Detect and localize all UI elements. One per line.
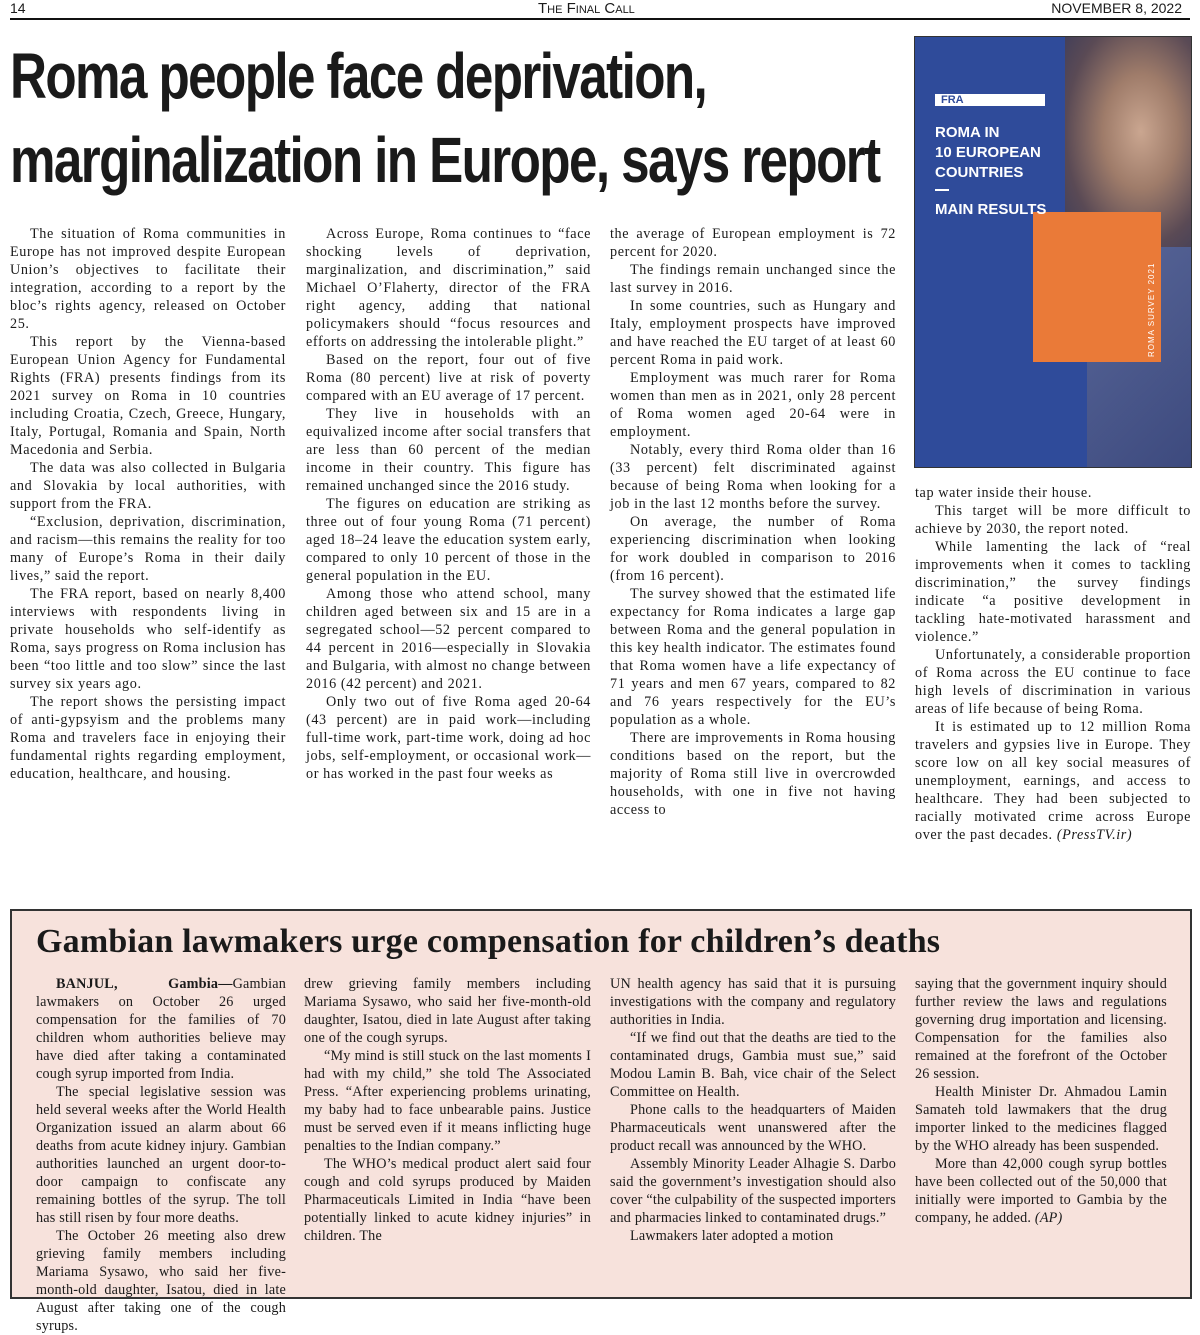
cover-title-line: ROMA IN: [935, 124, 1000, 141]
paragraph: The FRA report, based on nearly 8,400 interviews with respondents living in private households who self-identify as Roma, says progress on Roma inclusion has been “too little and too slow” since the last survey six years ago.: [10, 586, 286, 692]
paragraph: Phone calls to the headquarters of Maiden Pharmaceuticals went unanswered after the product recall was announced by the WHO.: [610, 1102, 896, 1154]
report-cover-image: [914, 36, 1192, 468]
fra-logo: FRA: [935, 94, 1045, 106]
paragraph: [915, 718, 1191, 844]
dateline: BANJUL, Gambia—: [56, 976, 233, 992]
headline-line-2: marginalization in Europe, says report: [10, 124, 880, 196]
article2-column-1: [36, 975, 286, 1334]
paragraph: They live in households with an equivalized income after social transfers that are less than 60 percent of the median income in their country. This figure has remained unchanged since the 2016 study.: [306, 406, 591, 494]
article2-column-2: [304, 975, 591, 1245]
article1-headline: [10, 34, 880, 202]
paragraph: tap water inside their house.: [915, 485, 1092, 501]
publication-name: The Final Call: [538, 0, 635, 17]
article1-credit: (PressTV.ir): [1056, 827, 1133, 843]
cover-title-line: 10 EUROPEAN: [935, 144, 1041, 161]
paragraph: Unfortunately, a considerable proportion of Roma across the EU continue to face high levels of discrimination in various areas of life because of being Roma.: [915, 647, 1191, 717]
paragraph-text: More than 42,000 cough syrup bottles have been collected out of the 50,000 that initially were imported to Gambia by the company, he added.: [915, 1156, 1167, 1226]
paragraph: On average, the number of Roma experiencing discrimination when looking for work doubled in comparison to 2016 (from 16 percent).: [610, 514, 896, 584]
paragraph: Notably, every third Roma older than 16 (33 percent) felt discriminated against because of being Roma when looking for a job in the last 12 months before the survey.: [610, 442, 896, 512]
article1-column-2: [306, 225, 591, 783]
article1-column-1: [10, 225, 286, 783]
paragraph: drew grieving family members including Mariama Sysawo, who said her five-month-old daughter, Isatou, died in late August after taking one of the cough syrups.: [304, 976, 591, 1046]
paragraph: “Exclusion, deprivation, discrimination, and racism—this remains the reality for too many of Europe’s Roma in their daily lives,” said the report.: [10, 514, 286, 584]
paragraph: The WHO’s medical product alert said four cough and cold syrups produced by Maiden Pharmaceuticals Limited in India “have been potentially linked to acute kidney injuries” in children. The: [304, 1156, 591, 1244]
paragraph: “If we find out that the deaths are tied to the contaminated drugs, Gambia must sue,” said Modou Lamin B. Bah, vice chair of the Select Committee on Health.: [610, 1030, 896, 1100]
cover-dash: [935, 189, 949, 191]
header-rule: [10, 18, 1190, 20]
paragraph-text: Gambian lawmakers on October 26 urged compensation for the families of 70 children whom authorities believe may have died after taking a contaminated cough syrup imported from India.: [36, 976, 286, 1082]
page-number: 14: [10, 0, 26, 16]
paragraph: The figures on education are striking as three out of four young Roma (71 percent) aged 18–24 leave the education system early, compared to only 10 percent of those in the general population in the EU.: [306, 496, 591, 584]
paragraph: The findings remain unchanged since the last survey in 2016.: [610, 262, 896, 296]
paragraph: This target will be more difficult to achieve by 2030, the report noted.: [915, 503, 1191, 537]
paragraph: There are improvements in Roma housing conditions based on the report, but the majority of Roma still live in overcrowded households, with one in five not having access to: [610, 730, 896, 818]
cover-title-line: COUNTRIES: [935, 164, 1024, 181]
paragraph: The report shows the persisting impact of anti-gypsyism and the problems many Roma and travelers face in enjoying their fundamental rights regarding employment, education, healthcare, and housing.: [10, 694, 286, 782]
article2-headline: Gambian lawmakers urge compensation for children’s deaths: [36, 923, 941, 960]
article2-credit: (AP): [1034, 1210, 1063, 1226]
headline-line-1: Roma people face deprivation,: [10, 40, 707, 112]
paragraph: The October 26 meeting also drew grieving family members including Mariama Sysawo, who said her five-month-old daughter, Isatou, died in late August after taking one of the cough syrups.: [36, 1228, 286, 1334]
paragraph: UN health agency has said that it is pursuing investigations with the company and regulatory authorities in India.: [610, 976, 896, 1028]
page-header: [10, 0, 1190, 18]
issue-date: NOVEMBER 8, 2022: [1051, 0, 1182, 16]
article2-column-3: [610, 975, 896, 1245]
cover-vertical-label: ROMA SURVEY 2021: [1147, 262, 1156, 357]
paragraph: Across Europe, Roma continues to “face shocking levels of deprivation, marginalization, and discrimination,” said Michael O’Flaherty, director of the FRA right agency, adding that national policymakers should “focus resources and efforts on addressing the intolerable plight.”: [306, 226, 591, 350]
paragraph: saying that the government inquiry should further review the laws and regulations governing drug importation and licensing. Compensation for the families also remained at the forefront of the October 26 session.: [915, 976, 1167, 1082]
paragraph: Based on the report, four out of five Roma (80 percent) live at risk of poverty compared with an EU average of 17 percent.: [306, 352, 591, 404]
article2-column-4: [915, 975, 1167, 1227]
paragraph: [915, 1155, 1167, 1227]
paragraph: Only two out of five Roma aged 20-64 (43 percent) are in paid work—including full-time work, part-time work, doing ad hoc jobs, self-employment, or occasional work—or has worked in the past four weeks as: [306, 694, 591, 782]
paragraph: the average of European employment is 72 percent for 2020.: [610, 226, 896, 260]
paragraph-text: It is estimated up to 12 million Roma travelers and gypsies live in Europe. They score low on all key social measures of unemployment, earnings, and access to healthcare. They had been subjected to racially motivated crime across Europe over the past decades.: [915, 719, 1191, 843]
article1-column-4: [915, 484, 1191, 844]
article2-box: [10, 909, 1192, 1334]
paragraph: Health Minister Dr. Ahmadou Lamin Samateh told lawmakers that the drug importer linked to the medicines flagged by the WHO already has been suspended.: [915, 1084, 1167, 1154]
paragraph: In some countries, such as Hungary and Italy, employment prospects have improved and have reached the EU target of at least 60 percent Roma in paid work.: [610, 298, 896, 368]
paragraph: The situation of Roma communities in Europe has not improved despite European Union’s objectives to facilitate their integration, according to a report by the bloc’s rights agency, released on October 25.: [10, 226, 286, 332]
paragraph: This report by the Vienna-based European Union Agency for Fundamental Rights (FRA) presents findings from its 2021 survey on Roma in 10 countries including Croatia, Czech, Greece, Hungary, Italy, Portugal, Romania and Spain, North Macedonia and Serbia.: [10, 334, 286, 458]
paragraph: [36, 975, 286, 1083]
paragraph: Assembly Minority Leader Alhagie S. Darbo said the government’s investigation should also cover “the culpability of the suspected importers and pharmacies linked to contaminated drugs.”: [610, 1156, 896, 1226]
paragraph: Among those who attend school, many children aged between six and 15 are in a segregated school—52 percent compared to 44 percent in 2016—especially in Slovakia and Bulgaria, with almost no change between 2016 (42 percent) and 2021.: [306, 586, 591, 692]
cover-title: [935, 123, 1041, 183]
paragraph: Employment was much rarer for Roma women than men as in 2021, only 28 percent of Roma women aged 20-64 were in employment.: [610, 370, 896, 440]
paragraph: The survey showed that the estimated life expectancy for Roma indicates a large gap between Roma and the general population in this key health indicator. The estimates found that Roma women have a life expectancy of 71 years and men 67 years, compared to 82 and 76 years respectively for the EU’s population as a whole.: [610, 586, 896, 728]
paragraph: The data was also collected in Bulgaria and Slovakia by local authorities, with support from the FRA.: [10, 460, 286, 512]
paragraph: “My mind is still stuck on the last moments I had with my child,” she told The Associated Press. “After experiencing problems urinating, my baby had to face unbearable pains. Justice must be served even if it means inflicting huge penalties to the Indian company.”: [304, 1048, 591, 1154]
article1-column-3: [610, 225, 896, 819]
cover-subtitle: MAIN RESULTS: [935, 201, 1047, 218]
paragraph: Lawmakers later adopted a motion: [630, 1228, 834, 1244]
paragraph: While lamenting the lack of “real improvements when it comes to tackling discrimination,” the survey findings indicate “a positive development in tackling hate-motivated harassment and violence.”: [915, 539, 1191, 645]
cover-orange-panel: [1033, 212, 1161, 362]
paragraph: The special legislative session was held several weeks after the World Health Organization issued an alarm about 66 deaths from acute kidney injury. Gambian authorities launched an urgent door-to-door campaign to confiscate any remaining bottles of the syrup. The toll has still risen by four more deaths.: [36, 1084, 286, 1226]
